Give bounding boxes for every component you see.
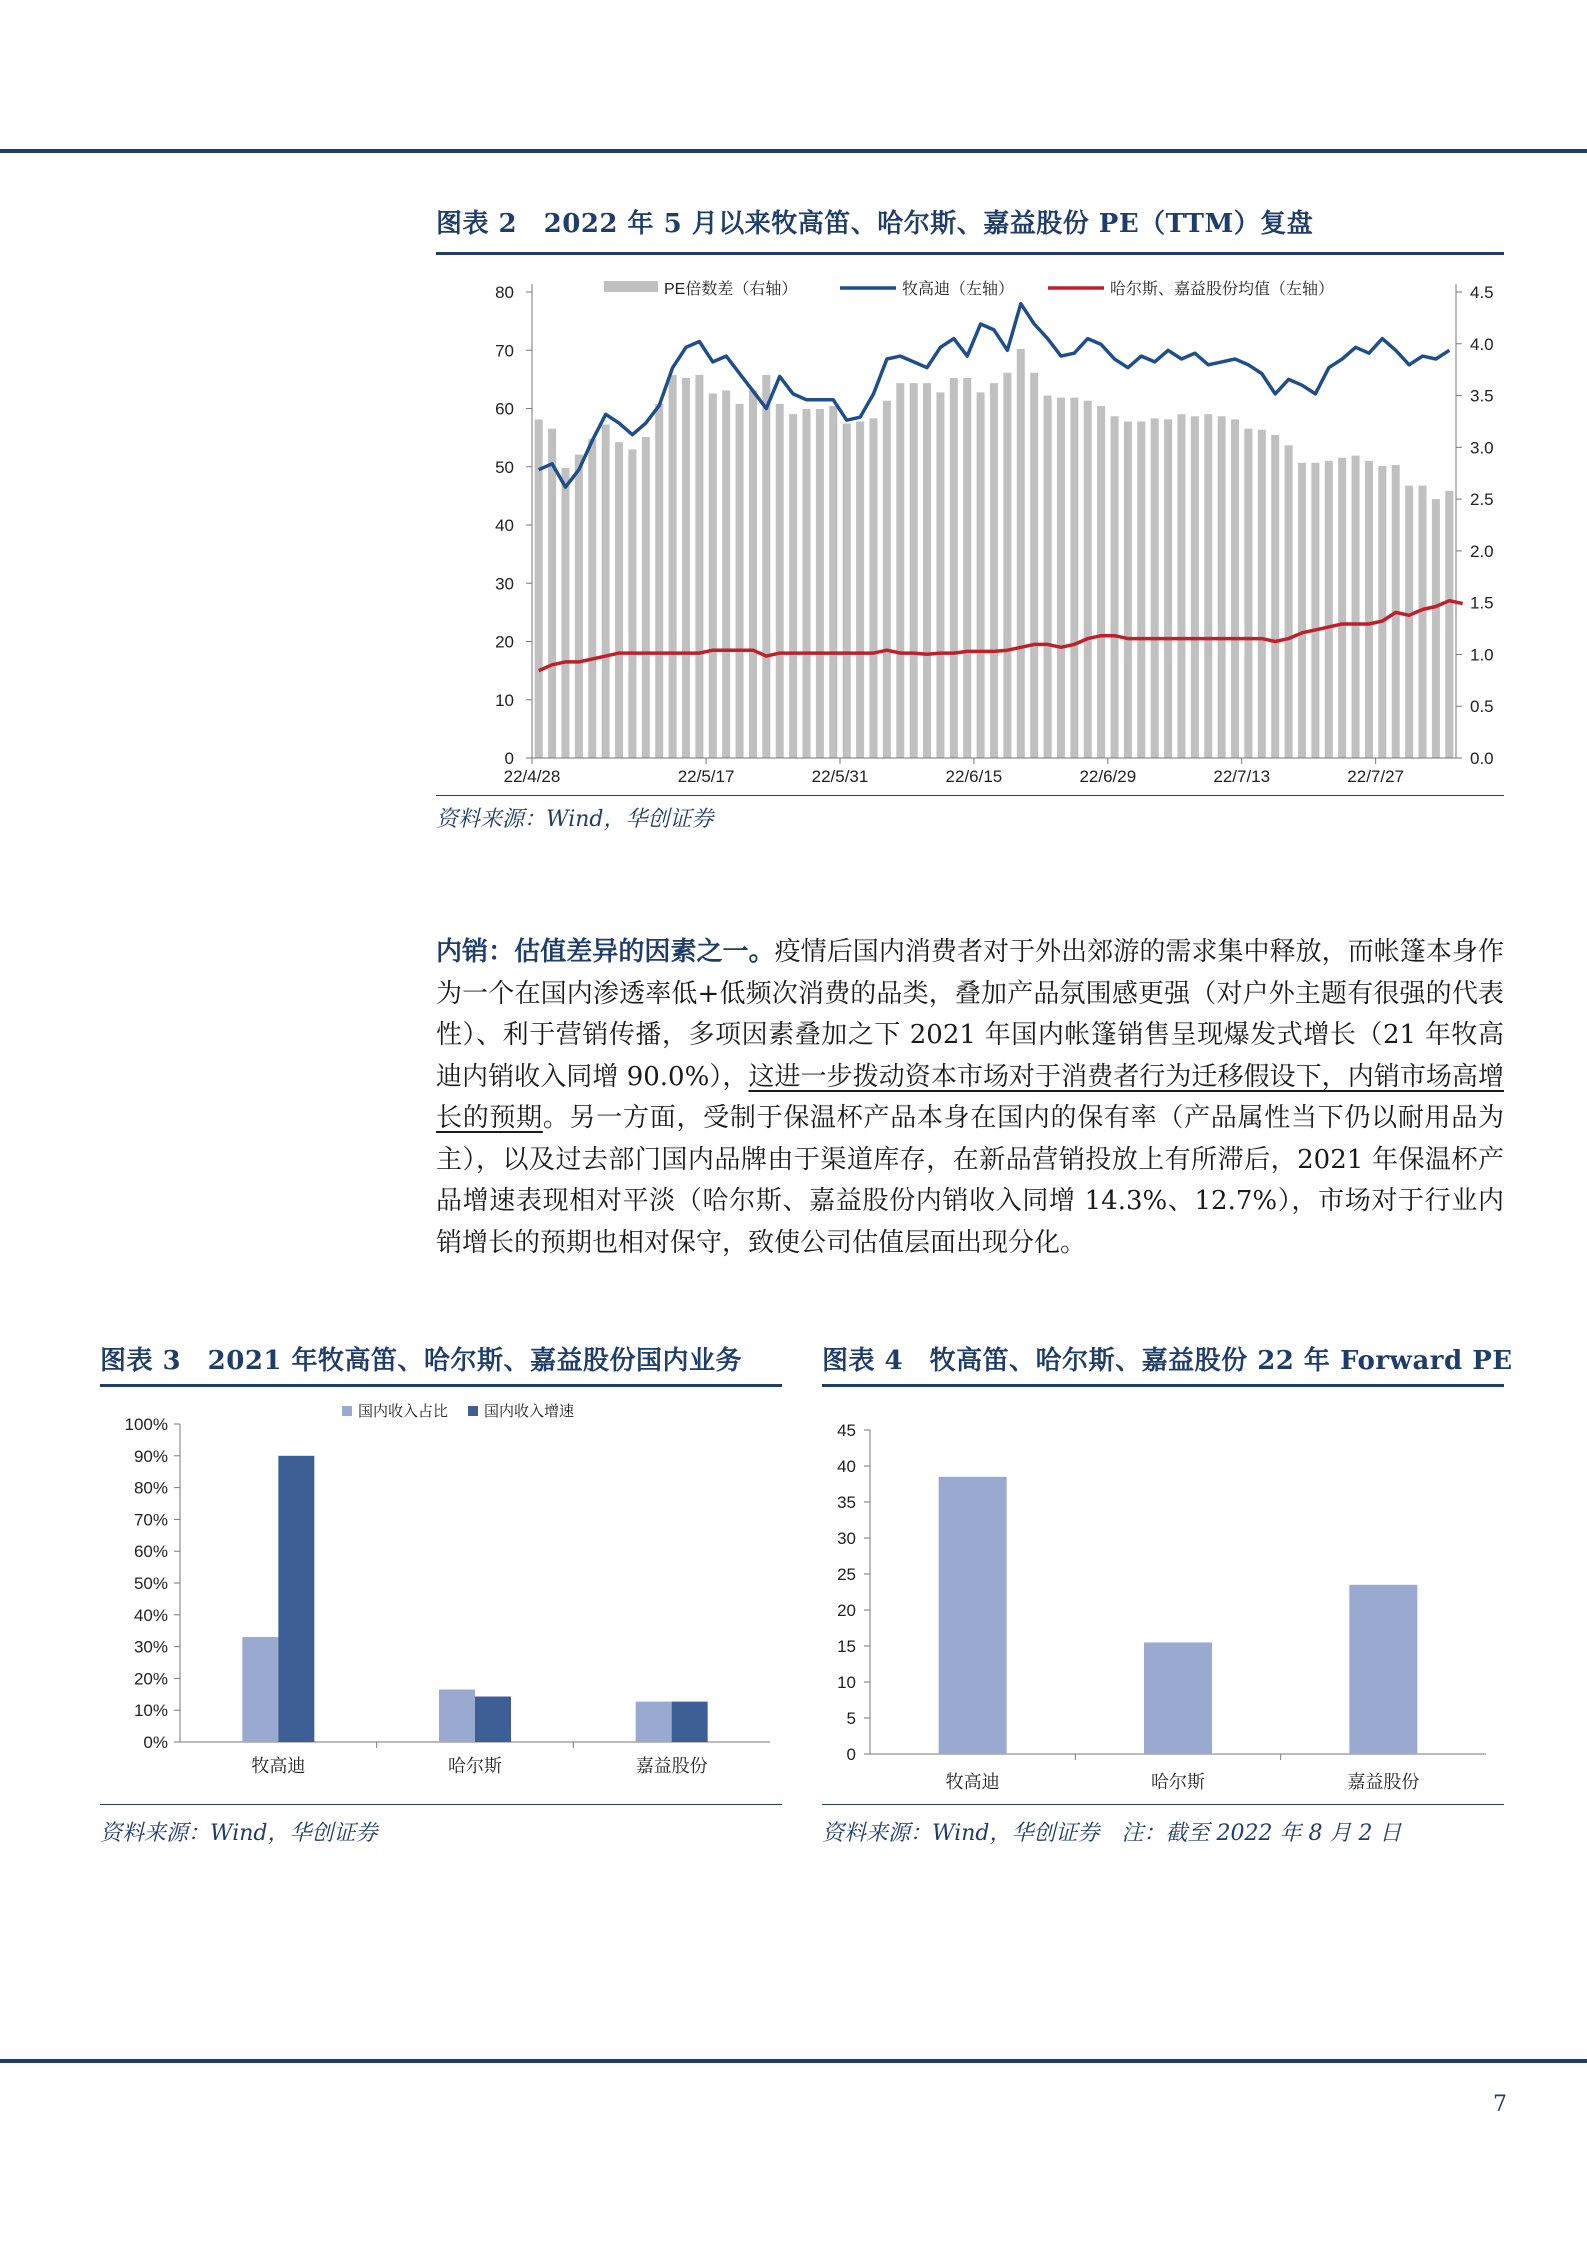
category-label: 牧高迪 xyxy=(251,1756,306,1776)
pe-diff-bar xyxy=(1271,435,1279,758)
forward-pe-bar xyxy=(1349,1585,1417,1754)
right-tick-label: 1.0 xyxy=(1470,645,1494,665)
pe-diff-bar xyxy=(1177,414,1185,758)
right-tick-label: 1.5 xyxy=(1470,593,1494,613)
x-tick-label: 22/5/17 xyxy=(677,767,735,786)
legend-share-swatch xyxy=(342,1406,352,1416)
pe-diff-bar xyxy=(1124,421,1132,758)
legend-share-label: 国内收入占比 xyxy=(358,1403,449,1420)
left-tick-label: 30 xyxy=(495,574,514,594)
category-label: 嘉益股份 xyxy=(635,1756,708,1776)
legend-pe-diff-label: PE倍数差（右轴） xyxy=(664,281,798,298)
y-tick-label: 0 xyxy=(846,1745,856,1764)
pe-diff-bar xyxy=(722,390,730,758)
pe-diff-bar xyxy=(1285,445,1293,758)
category-label: 哈尔斯 xyxy=(1151,1772,1205,1792)
peer-average-pe-line xyxy=(539,601,1463,671)
pe-diff-bar xyxy=(1151,418,1159,758)
y-tick-label: 40% xyxy=(133,1605,168,1625)
figure3-source: 资料来源：Wind，华创证券 xyxy=(100,1821,378,1846)
page-number: 7 xyxy=(1493,2092,1507,2117)
domestic-share-bar xyxy=(439,1690,475,1742)
pe-diff-bar xyxy=(816,409,824,758)
pe-diff-bar xyxy=(695,375,703,758)
left-tick-label: 60 xyxy=(495,399,514,419)
domestic-growth-bar xyxy=(672,1702,708,1742)
pe-diff-bar xyxy=(977,392,985,758)
pe-diff-bar xyxy=(575,455,583,758)
body-paragraph xyxy=(436,932,1504,1264)
domestic-growth-bar xyxy=(278,1456,314,1742)
y-tick-label: 20% xyxy=(133,1669,168,1689)
category-label: 牧高迪 xyxy=(945,1772,1000,1792)
left-tick-label: 10 xyxy=(495,690,514,710)
left-tick-label: 0 xyxy=(504,749,514,768)
pe-diff-bar xyxy=(1258,430,1266,758)
category-label: 嘉益股份 xyxy=(1347,1772,1420,1792)
forward-pe-bar xyxy=(1144,1642,1212,1754)
pe-diff-bar xyxy=(990,383,998,758)
pe-diff-bar xyxy=(910,383,918,758)
y-tick-label: 30 xyxy=(837,1529,856,1548)
pe-diff-bar xyxy=(1137,421,1145,758)
pe-diff-bar xyxy=(1311,463,1319,758)
pe-diff-bar xyxy=(1325,461,1333,758)
right-tick-label: 3.5 xyxy=(1470,386,1494,406)
pe-diff-bar xyxy=(1164,419,1172,758)
right-tick-label: 2.0 xyxy=(1470,541,1494,561)
pe-diff-bar xyxy=(950,378,958,758)
pe-diff-bar xyxy=(548,429,556,758)
pe-diff-bar xyxy=(669,375,677,758)
y-tick-label: 15 xyxy=(837,1637,856,1656)
pe-diff-bar xyxy=(682,378,690,758)
pe-diff-bar xyxy=(1097,406,1105,758)
pe-diff-bar xyxy=(762,375,770,758)
pe-diff-bar xyxy=(1070,398,1078,758)
y-tick-label: 10% xyxy=(133,1701,168,1721)
figure3-chart xyxy=(100,1396,782,1776)
pe-diff-bar xyxy=(829,406,837,758)
paragraph-text-2: 。另一方面，受制于保温杯产品本身在国内的保有率（产品属性当下仍以耐用品为主），以及过去部门国内品牌由于渠道库存，在新品营销投放上有所滞后，2021 年保温杯产品增速表现相对平淡（哈尔斯、嘉益股份内销收入同增 14.3%、12.7%），市场对于行业内销增长的预期也相对保守，致使公司估值层面出现分化。 xyxy=(436,1103,1504,1258)
left-tick-label: 20 xyxy=(495,632,514,652)
pe-diff-bar xyxy=(1218,416,1226,758)
right-tick-label: 4.0 xyxy=(1470,334,1494,354)
figure2-chart xyxy=(436,262,1504,802)
forward-pe-bar xyxy=(939,1477,1007,1754)
y-tick-label: 30% xyxy=(133,1637,168,1657)
pe-diff-bar xyxy=(1111,416,1119,758)
right-tick-label: 4.5 xyxy=(1470,283,1494,302)
pe-diff-bar xyxy=(883,401,891,758)
x-tick-label: 22/6/15 xyxy=(945,767,1003,786)
figure4-source: 资料来源：Wind，华创证券 注：截至 2022 年 8 月 2 日 xyxy=(822,1821,1402,1846)
pe-diff-bar xyxy=(736,404,744,758)
pe-diff-bar xyxy=(1204,414,1212,758)
figure2-title: 图表 2 2022 年 5 月以来牧高笛、哈尔斯、嘉益股份 PE（TTM）复盘 xyxy=(436,209,1314,239)
y-tick-label: 100% xyxy=(124,1415,168,1434)
paragraph-heading: 内销：估值差异的因素之一。 xyxy=(436,937,775,967)
pe-diff-bar xyxy=(588,439,596,758)
y-tick-label: 70% xyxy=(133,1510,168,1530)
pe-diff-bar xyxy=(615,442,623,758)
pe-diff-bar xyxy=(1365,461,1373,758)
pe-diff-bar xyxy=(776,404,784,758)
pe-diff-bar xyxy=(561,468,569,758)
pe-diff-bar xyxy=(896,383,904,758)
pe-diff-bar xyxy=(1030,373,1038,758)
figure3-bottom-rule xyxy=(100,1804,782,1805)
pe-diff-bar xyxy=(856,421,864,758)
legend-peer-average-label: 哈尔斯、嘉益股份均值（左轴） xyxy=(1110,281,1335,298)
left-tick-label: 70 xyxy=(495,341,514,361)
x-tick-label: 22/7/27 xyxy=(1347,767,1405,786)
pe-diff-bar xyxy=(869,418,877,758)
figure4-bottom-rule xyxy=(822,1804,1504,1805)
y-tick-label: 40 xyxy=(837,1457,856,1476)
right-tick-label: 0.0 xyxy=(1470,749,1494,768)
domestic-growth-bar xyxy=(475,1697,511,1742)
y-tick-label: 90% xyxy=(133,1446,168,1466)
pe-diff-bar xyxy=(1231,419,1239,758)
y-tick-label: 0% xyxy=(143,1733,168,1752)
legend-growth-swatch xyxy=(468,1406,478,1416)
footer-rule xyxy=(0,2059,1587,2063)
y-tick-label: 10 xyxy=(837,1673,856,1692)
figure3-title-rule xyxy=(100,1384,782,1387)
left-tick-label: 80 xyxy=(495,283,514,302)
right-tick-label: 2.5 xyxy=(1470,490,1494,510)
x-tick-label: 22/4/28 xyxy=(503,767,561,786)
pe-diff-bar xyxy=(1338,458,1346,758)
figure2-title-rule xyxy=(436,252,1504,255)
right-tick-label: 3.0 xyxy=(1470,438,1494,458)
pe-diff-bar xyxy=(1445,491,1453,758)
paragraph-text-1: 疫情后国内消费者对于外出郊游的需求集中释放，而帐篷本身作为一个在国内渗透率低+低频次消费的品类，叠加产品氛围感更强（对户外主题有很强的代表性）、利于营销传播，多项因素叠加之下 2021 年国内帐篷销售呈现爆发式增长（21 年牧高迪内销收入同增 90.0%）， xyxy=(436,937,1504,1092)
pe-diff-bar xyxy=(936,392,944,758)
pe-diff-bar xyxy=(1084,401,1092,758)
domestic-share-bar xyxy=(242,1637,278,1742)
y-tick-label: 50% xyxy=(133,1574,168,1593)
figure2-source: 资料来源：Wind，华创证券 xyxy=(436,807,714,832)
figure4-title: 图表 4 牧高笛、哈尔斯、嘉益股份 22 年 Forward PE xyxy=(822,1346,1513,1376)
figure2-bottom-rule xyxy=(436,795,1504,796)
pe-diff-bar xyxy=(1405,486,1413,758)
figure4-title-rule xyxy=(822,1384,1504,1387)
pe-diff-bar xyxy=(843,424,851,758)
pe-diff-bar xyxy=(1432,499,1440,758)
y-tick-label: 80% xyxy=(133,1478,168,1498)
left-tick-label: 50 xyxy=(495,457,514,477)
pe-diff-bar xyxy=(1298,463,1306,758)
legend-growth-label: 国内收入增速 xyxy=(484,1403,575,1420)
pe-diff-bar xyxy=(963,378,971,758)
x-tick-label: 22/5/31 xyxy=(811,767,869,786)
y-tick-label: 5 xyxy=(846,1709,856,1728)
pe-diff-bar xyxy=(1352,456,1360,758)
paragraph-underlined: 这进一步拨动资本市场对于消费者行为迁移假设下，内销市场高增长的预期 xyxy=(436,1061,1504,1133)
pe-diff-bar xyxy=(789,414,797,758)
category-label: 哈尔斯 xyxy=(448,1756,502,1776)
y-tick-label: 45 xyxy=(837,1421,856,1440)
pe-diff-bar xyxy=(1003,373,1011,758)
pe-diff-bar xyxy=(1244,429,1252,758)
legend-pe-diff-swatch xyxy=(604,281,658,292)
right-tick-label: 0.5 xyxy=(1470,697,1494,717)
left-tick-label: 40 xyxy=(495,516,514,535)
figure3-title: 图表 3 2021 年牧高笛、哈尔斯、嘉益股份国内业务 xyxy=(100,1346,743,1376)
pe-diff-bar xyxy=(1017,349,1025,758)
y-tick-label: 25 xyxy=(837,1565,856,1584)
y-tick-label: 20 xyxy=(837,1601,856,1620)
pe-diff-bar xyxy=(1044,396,1052,758)
x-tick-label: 22/6/29 xyxy=(1079,767,1137,786)
pe-diff-bar xyxy=(602,425,610,758)
pe-diff-bar xyxy=(655,404,663,758)
pe-diff-bar xyxy=(642,437,650,758)
x-tick-label: 22/7/13 xyxy=(1213,767,1271,786)
y-tick-label: 35 xyxy=(837,1493,856,1512)
pe-diff-bar xyxy=(1057,398,1065,758)
pe-diff-bar xyxy=(1191,416,1199,758)
figure4-chart xyxy=(822,1396,1504,1796)
y-tick-label: 60% xyxy=(133,1542,168,1562)
header-rule xyxy=(0,149,1587,153)
pe-diff-bar xyxy=(628,449,636,758)
pe-diff-bar xyxy=(1378,466,1386,758)
pe-diff-bar xyxy=(1419,486,1427,758)
pe-diff-bar xyxy=(749,390,757,758)
domestic-share-bar xyxy=(636,1702,672,1742)
legend-mugaodi-label: 牧高迪（左轴） xyxy=(902,281,1015,298)
pe-diff-bar xyxy=(803,409,811,758)
pe-diff-bar xyxy=(709,393,717,758)
pe-diff-bar xyxy=(923,383,931,758)
